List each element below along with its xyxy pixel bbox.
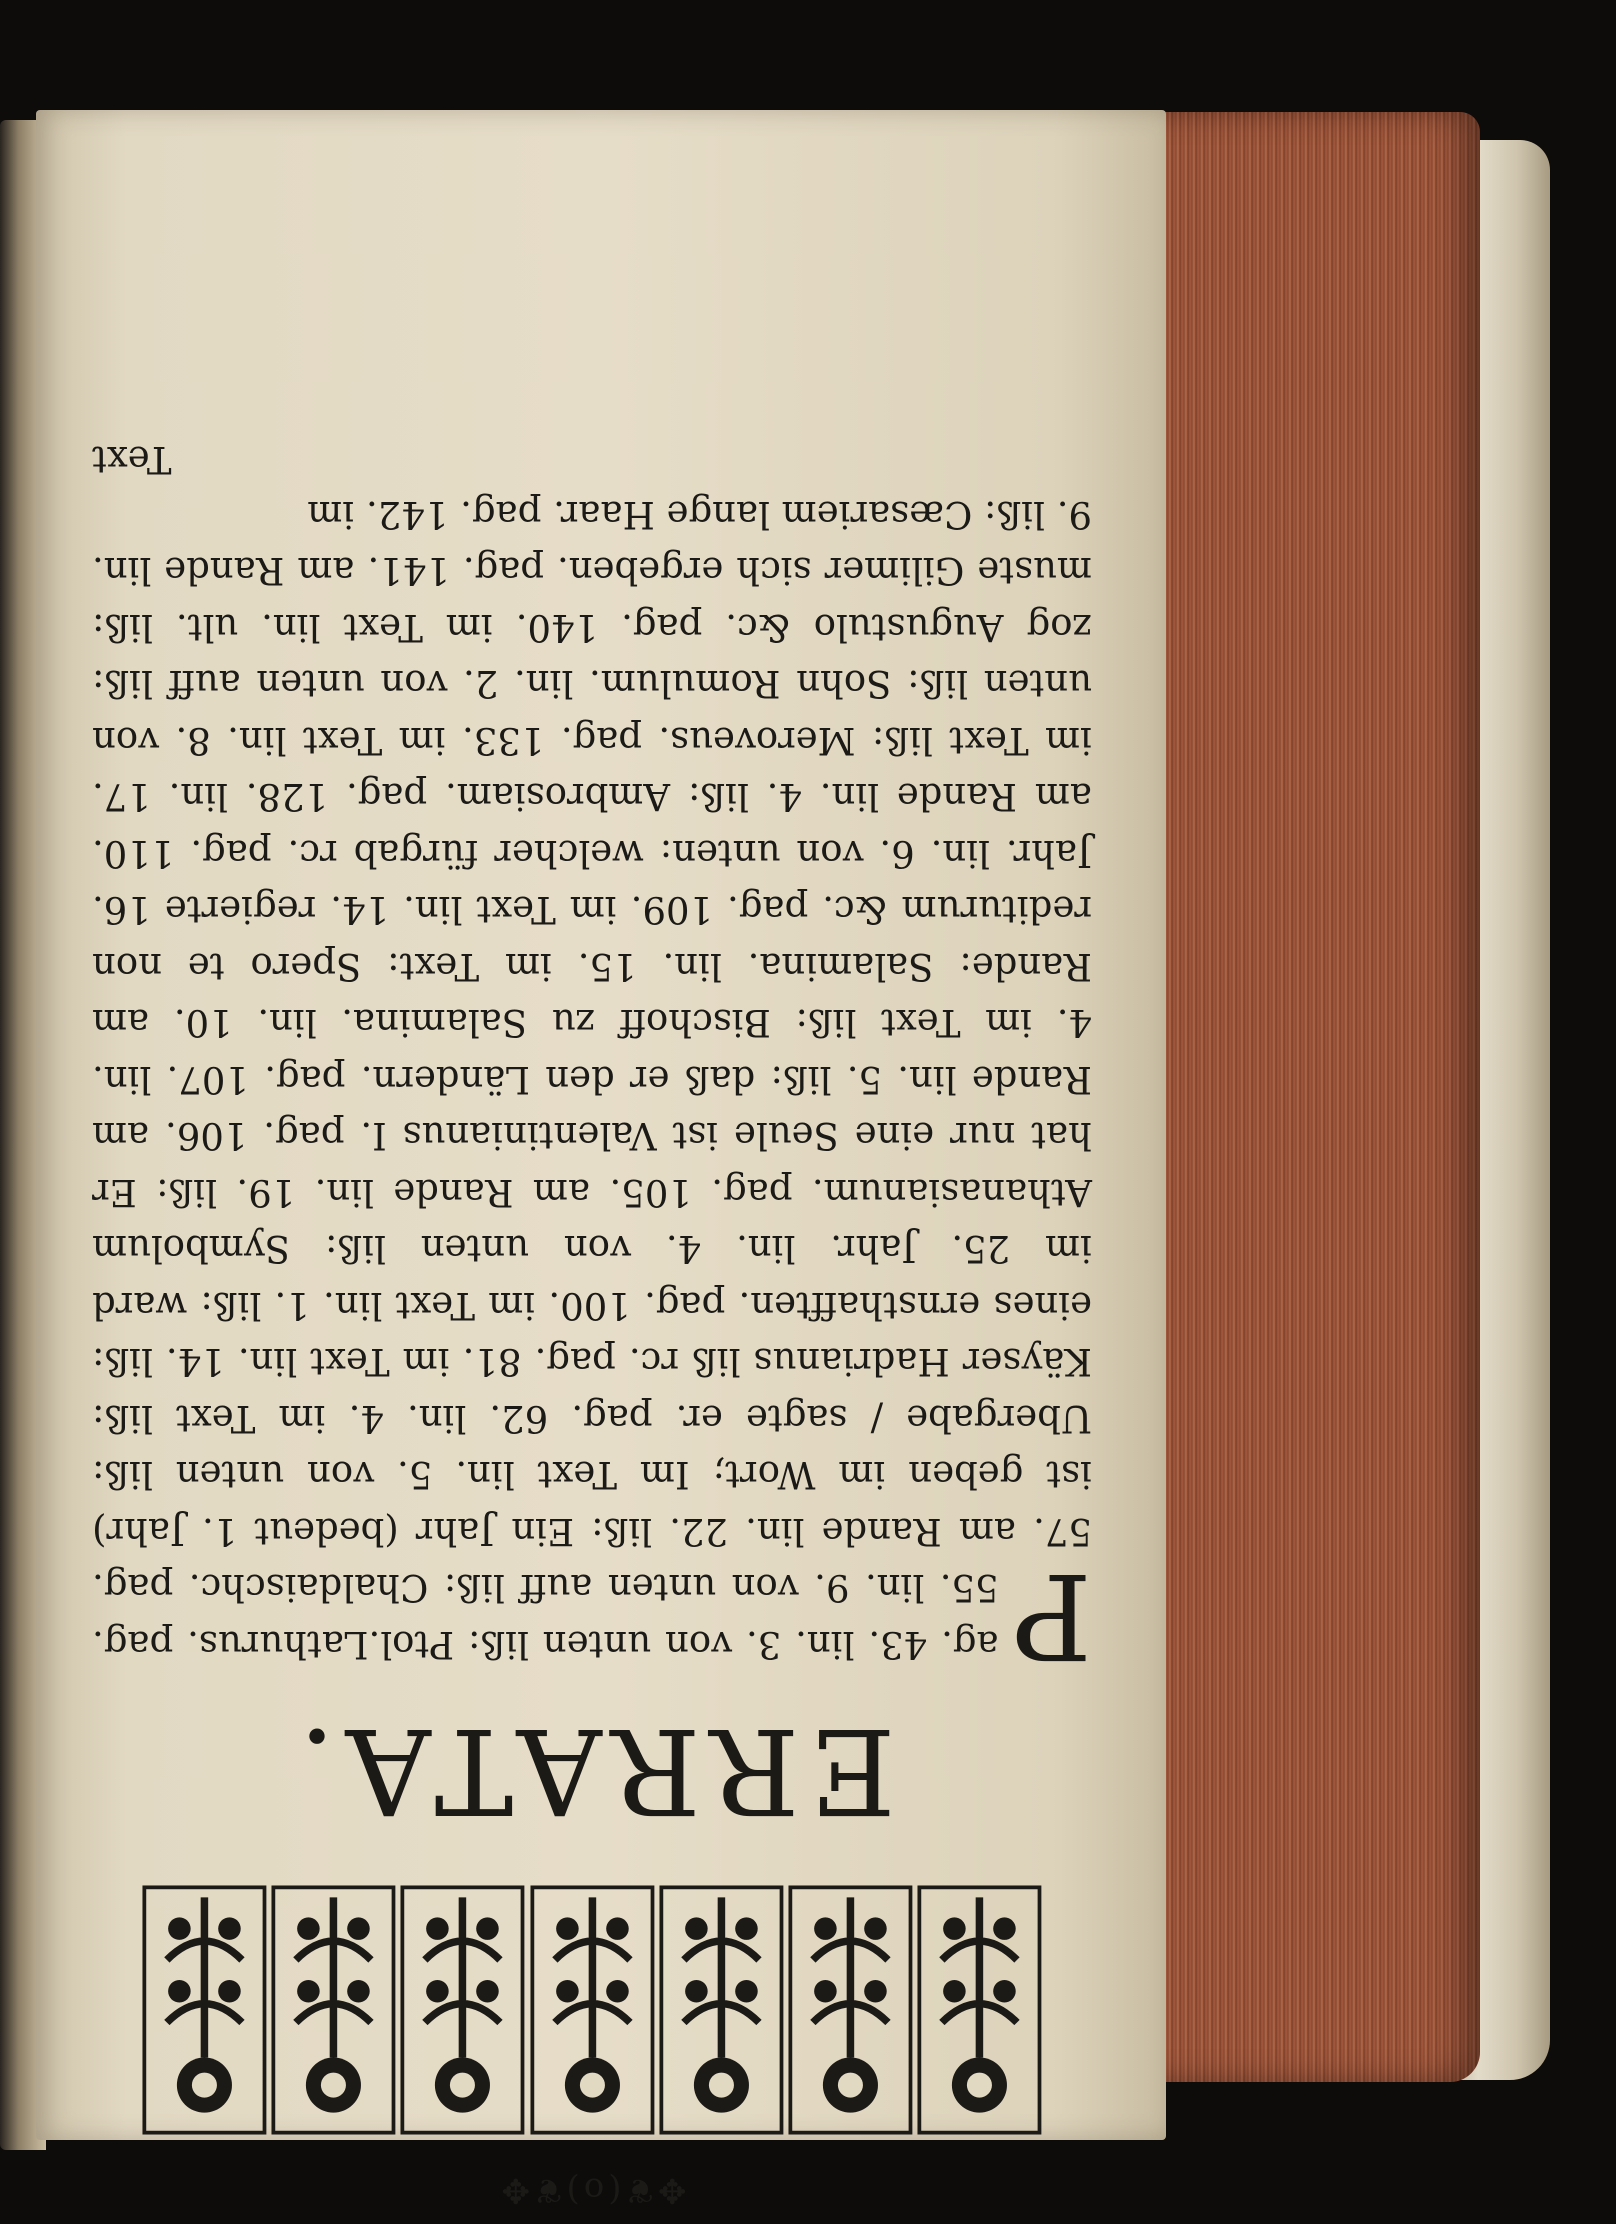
floral-ornament-icon — [788, 1880, 913, 2140]
page-edges — [1140, 112, 1480, 2082]
book-page — [36, 110, 1166, 2210]
catchword: Text — [92, 438, 172, 482]
floral-ornament-icon — [271, 1880, 396, 2140]
floral-ornament-icon — [659, 1880, 784, 2140]
floral-ornament-icon — [400, 1880, 525, 2140]
drop-cap: P — [1012, 1547, 1092, 1685]
floral-ornament-icon — [917, 1880, 1042, 2140]
floral-ornament-icon — [529, 1880, 654, 2140]
floral-ornament-icon — [142, 1880, 267, 2140]
errata-text: ag. 43. lin. 3. von unten liß: Ptol.Lathurus. pag. 55. lin. 9. von unten auff liß: Chaldaischc. pag. 57. am Rande lin. 22. liß: Ein Jahr (bedeut 1. Jahr) ist geben im Wort; Im Text lin. 5. von unten liß: Ubergabe / sagte er. pag. 62. lin. 4. im Text liß: Käyser Hadrianus liß rc. pag. 81. im Text lin. 14. liß: eines ernsthafften. pag. 100. im Text lin. 1. liß: ward im 25. Jahr. lin. 4. von unten liß: Symbolum Athanasianum. pag. 105. am Rande lin. 19. liß: Er hat nur eine Seule ist Valentinianus I. pag. 106. am Rande lin. 5. liß: daß er den Ländern. pag. 107. lin. 4. im Text liß: Bischoff zu Salamina. lin. 10. am Rande: Salamina. lin. 15. im Text: Spero te non rediturum &c. pag. 109. im Text lin. 14. regierte 16. Jahr. lin. 6. von unten: welcher fürgab rc. pag. 110. am Rande lin. 4. liß: Ambrosiam. pag. 128. lin. 17. im Text liß: Meroveus. pag. 133. im Text lin. 8. von unten liß: Sohn Romulum. lin. 2. von unten auff liß: zog Augustulo &c. pag. 140. im Text lin. ult. liß: muste Gilimer sich ergeben. pag. 141. am Rande lin. 9. liß: Cæsariem lange Haar. pag. 142. im — [92, 493, 1092, 1666]
errata-body — [92, 486, 1092, 1685]
header-ornament: ✥❦(o)❦✥ — [497, 2170, 687, 2210]
page-title: ERRATA. — [288, 1702, 896, 1840]
upside-down-print — [92, 310, 1092, 2210]
decorative-band — [142, 1880, 1042, 2140]
